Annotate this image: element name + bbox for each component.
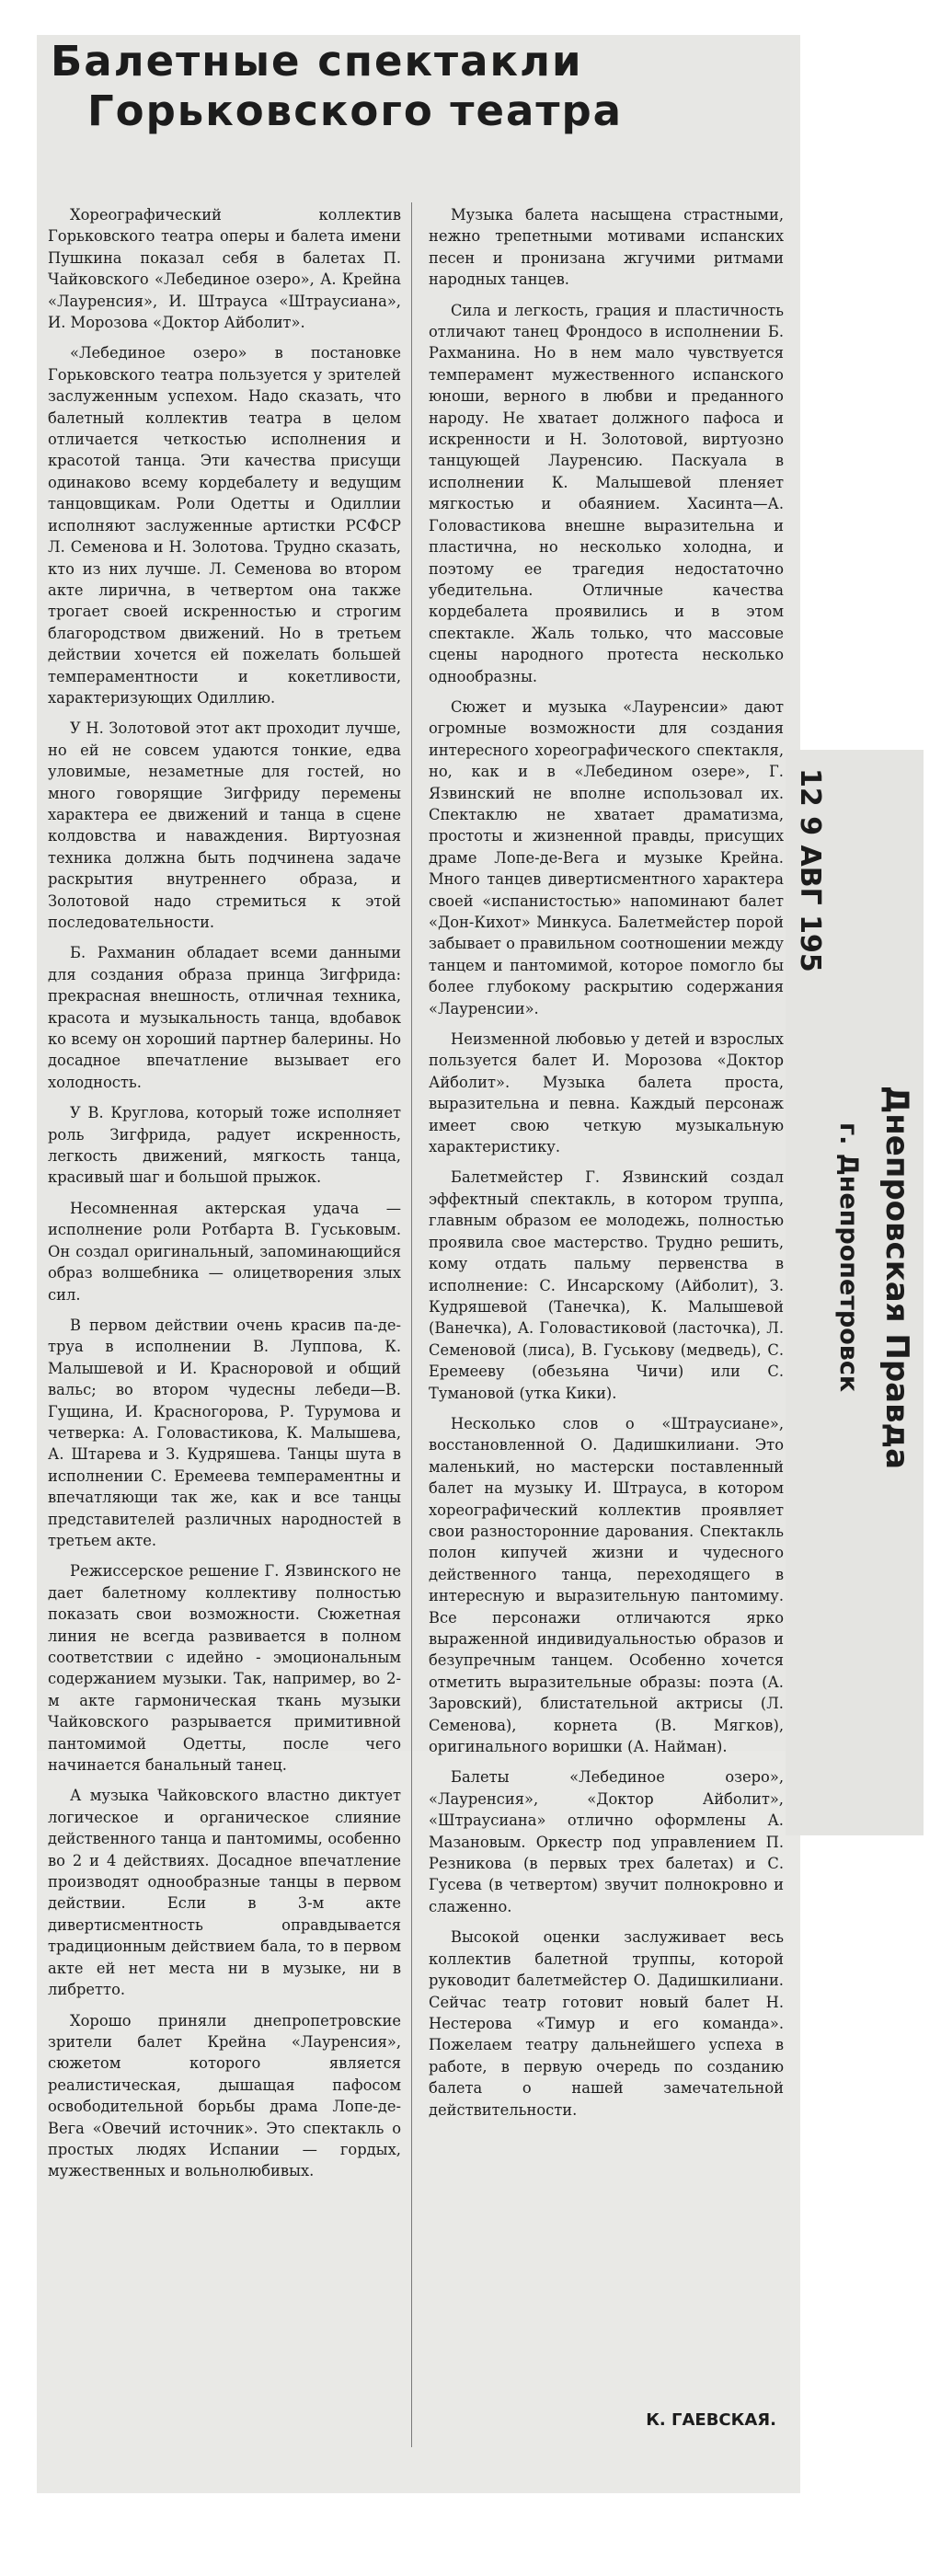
stamp-date: 12 9 АВГ 195 xyxy=(794,768,826,972)
stamp-newspaper-name: Днепровская Правда xyxy=(878,1086,915,1470)
paragraph: У Н. Золотовой этот акт проходит лучше, но ей не совсем удаются тонкие, едва уловимые, незаметные для гостей, но много говорящие Зигфриду перемены характера ее движений и танца в сцене колдовства и наваждения. Виртуозная техника должна быть подчинена задаче раскрытия внутреннего образа, и Золотовой надо стремиться к этой последовательности. xyxy=(48,719,401,931)
paragraph: Сюжет и музыка «Лауренсии» дают огромные возможности для создания интересного хореографического спектакля, но, как и в «Лебедином озере», Г. Язвинский не вполне использовал их. Спектаклю не хватает драматизма, простоты и жизненной правды, присущих драме Лопе-де-Вега и музыке Крейна. Много танцев дивертисментного характера своей «испанистостью» напоминают балет «Дон-Кихот» Минкуса. Балетмейстер порой забывает о правильном соотношении между танцем и пантомимой, которое помогло бы более глубокому раскрытию содержания «Лауренсии». xyxy=(429,697,784,1018)
paragraph: Несомненная актерская удача — исполнение роли Ротбарта В. Гуськовым. Он создал оригинальный, запоминающийся образ волшебника — олицетворения злых сил. xyxy=(48,1199,401,1304)
paragraph: Музыка балета насыщена страстными, нежно трепетными мотивами испанских песен и пронизана жгучими ритмами народных танцев. xyxy=(429,206,784,289)
column-divider xyxy=(411,202,412,2447)
title-line-2: Горьковского театра xyxy=(87,86,624,135)
article-title xyxy=(51,37,768,136)
title-line-1: Балетные спектакли xyxy=(51,37,583,86)
paragraph: А музыка Чайковского властно диктует логическое и органическое слияние действенного танца и пантомимы, особенно во 2 и 4 действиях. Досадное впечатление производят однообразные танцы в первом действии. Если в 3-м акте дивертисментность оправдывается традиционным действием бала, то в первом акте ей нет места ни в музыке, ни в либретто. xyxy=(48,1787,401,1999)
paragraph: Б. Рахманин обладает всеми данными для создания образа принца Зигфрида: прекрасная внешность, отличная техника, красота и музыкальность танца, вдобавок ко всему он хороший партнер балерины. Но досадное впечатление вызывает его холодность. xyxy=(48,944,401,1091)
paragraph: У В. Круглова, который тоже исполняет роль Зигфрида, радует искренность, легкость движений, мягкость танца, красивый шаг и большой прыжок. xyxy=(48,1104,401,1187)
left-column xyxy=(48,204,401,2191)
paragraph: В первом действии очень красив па-де-труа в исполнении В. Лупповa, К. Малышевой и И. Красноровой и общий вальс; во втором чудесны лебеди—В. Гущина, И. Красногорова, Р. Турумова и четверка: А. Головастикова, К. Малышева, А. Штарева и З. Кудряшева. Танцы шута в исполнении С. Еремеева темпераментны и впечатляющи так же, как и все танцы представителей различных народностей в третьем акте. xyxy=(48,1316,401,1549)
author-signature: К. ГАЕВСКАЯ. xyxy=(646,2410,776,2430)
paragraph: Режиссерское решение Г. Язвинского не дает балетному коллективу полностью показать свои возможности. Сюжетная линия не всегда развивается в полном соответствии с идейно - эмоциональным содержанием музыки. Так, например, во 2-м акте гармоническая ткань музыки Чайковского разрывается примитивной пантомимой Одетты, после чего начинается банальный танец. xyxy=(48,1562,401,1775)
paragraph: Несколько слов о «Штраусиане», восстановленной О. Дадишкилиани. Это маленький, но мастерски поставленный балет на музыку И. Штрауса, в котором хореографический коллектив проявляет свои разносторонние дарования. Спектакль полон кипучей жизни и чудесного действенного танца, переходящего в интересную и выразительную пантомиму. Все персонажи отличаются ярко выраженной индивидуальностью образов и безупречным танцем. Особенно хочется отметить выразительные образы: поэта (А. Заровский), блистательной актрисы (Л. Семенова), корнета (В. Мягков), оригинального воришки (А. Найман). xyxy=(429,1414,784,1756)
paragraph: Сила и легкость, грация и пластичность отличают танец Фрондосо в исполнении Б. Рахманина. Но в нем мало чувствуется темперамент мужественного испанского юноши, верного в любви и преданного народу. Не хватает должного пафоса и искренности и Н. Золотовой, виртуозно танцующей Лауренсию. Паскуала в исполнении К. Малышевой пленяет мягкостью и обаянием. Хасинта—А. Головастикова внешне выразительна и пластична, но несколько холодна, и поэтому ее трагедия недостаточно убедительна. Отличные качества кордебалета проявились и в этом спектакле. Жаль только, что массовые сцены народного протеста несколько однообразны. xyxy=(429,301,784,685)
paragraph: Балетмейстер Г. Язвинский создал эффектный спектакль, в котором труппа, главным образом ее молодежь, полностью проявила свое мастерство. Трудно решить, кому отдать пальму первенства в исполнение: С. Инсарскому (Айболит), З. Кудряшевой (Танечка), К. Малышевой (Ванечка), А. Головастиковой (ласточка), Л. Семеновой (лиса), В. Гуськову (медведь), С. Еремееву (обезьяна Чичи) или С. Тумановой (утка Кики). xyxy=(429,1168,784,1402)
paragraph: Хореографический коллектив Горьковского театра оперы и балета имени Пушкина показал себя в балетах П. Чайковского «Лебединое озеро», А. Крейна «Лауренсия», И. Штрауса «Штраусиана», И. Морозова «Доктор Айболит». xyxy=(48,206,401,332)
paragraph: Неизменной любовью у детей и взрослых пользуется балет И. Морозова «Доктор Айболит». Музыка балета проста, выразительна и певна. Каждый персонаж имеет свою четкую музыкальную характеристику. xyxy=(429,1030,784,1156)
paragraph: Балеты «Лебединое озеро», «Лауренсия», «Доктор Айболит», «Штраусиана» отлично оформлены А. Мазановым. Оркестр под управлением П. Резникова (в первых трех балетах) и С. Гусева (в четвертом) звучит полнокровно и слаженно. xyxy=(429,1768,784,1915)
paragraph: «Лебединое озеро» в постановке Горьковского театра пользуется у зрителей заслуженным успехом. Надо сказать, что балетный коллектив театра в целом отличается четкостью исполнения и красотой танца. Эти качества присущи одинаково всему кордебалету и ведущим танцовщикам. Роли Одетты и Одиллии исполняют заслуженные артистки РСФСР Л. Семенова и Н. Золотова. Трудно сказать, кто из них лучше. Л. Семенова во втором акте лирична, в четвертом она также трогает своей искренностью и строгим благородством движений. Но в третьем действии хочется ей пожелать большей темпераментности и кокетливости, характеризующих Одиллию. xyxy=(48,344,401,707)
paragraph: Высокой оценки заслуживает весь коллектив балетной труппы, которой руководит балетмейстер О. Дадишкилиани. Сейчас театр готовит новый балет Н. Нестерова «Тимур и его команда». Пожелаем театру дальнейшего успеха в работе, в первую очередь по созданию балета о нашей замечательной действительности. xyxy=(429,1928,784,2119)
paragraph: Хорошо приняли днепропетровские зрители балет Крейна «Лауренсия», сюжетом которого является реалистическая, дышащая пафосом освободительной борьбы драма Лопе-де-Вега «Овечий источник». Это спектакль о простых людях Испании — гордых, мужественных и вольнолюбивых. xyxy=(48,2011,401,2180)
right-column xyxy=(429,204,784,2130)
stamp-city: г. Днепропетровск xyxy=(834,1122,863,1393)
